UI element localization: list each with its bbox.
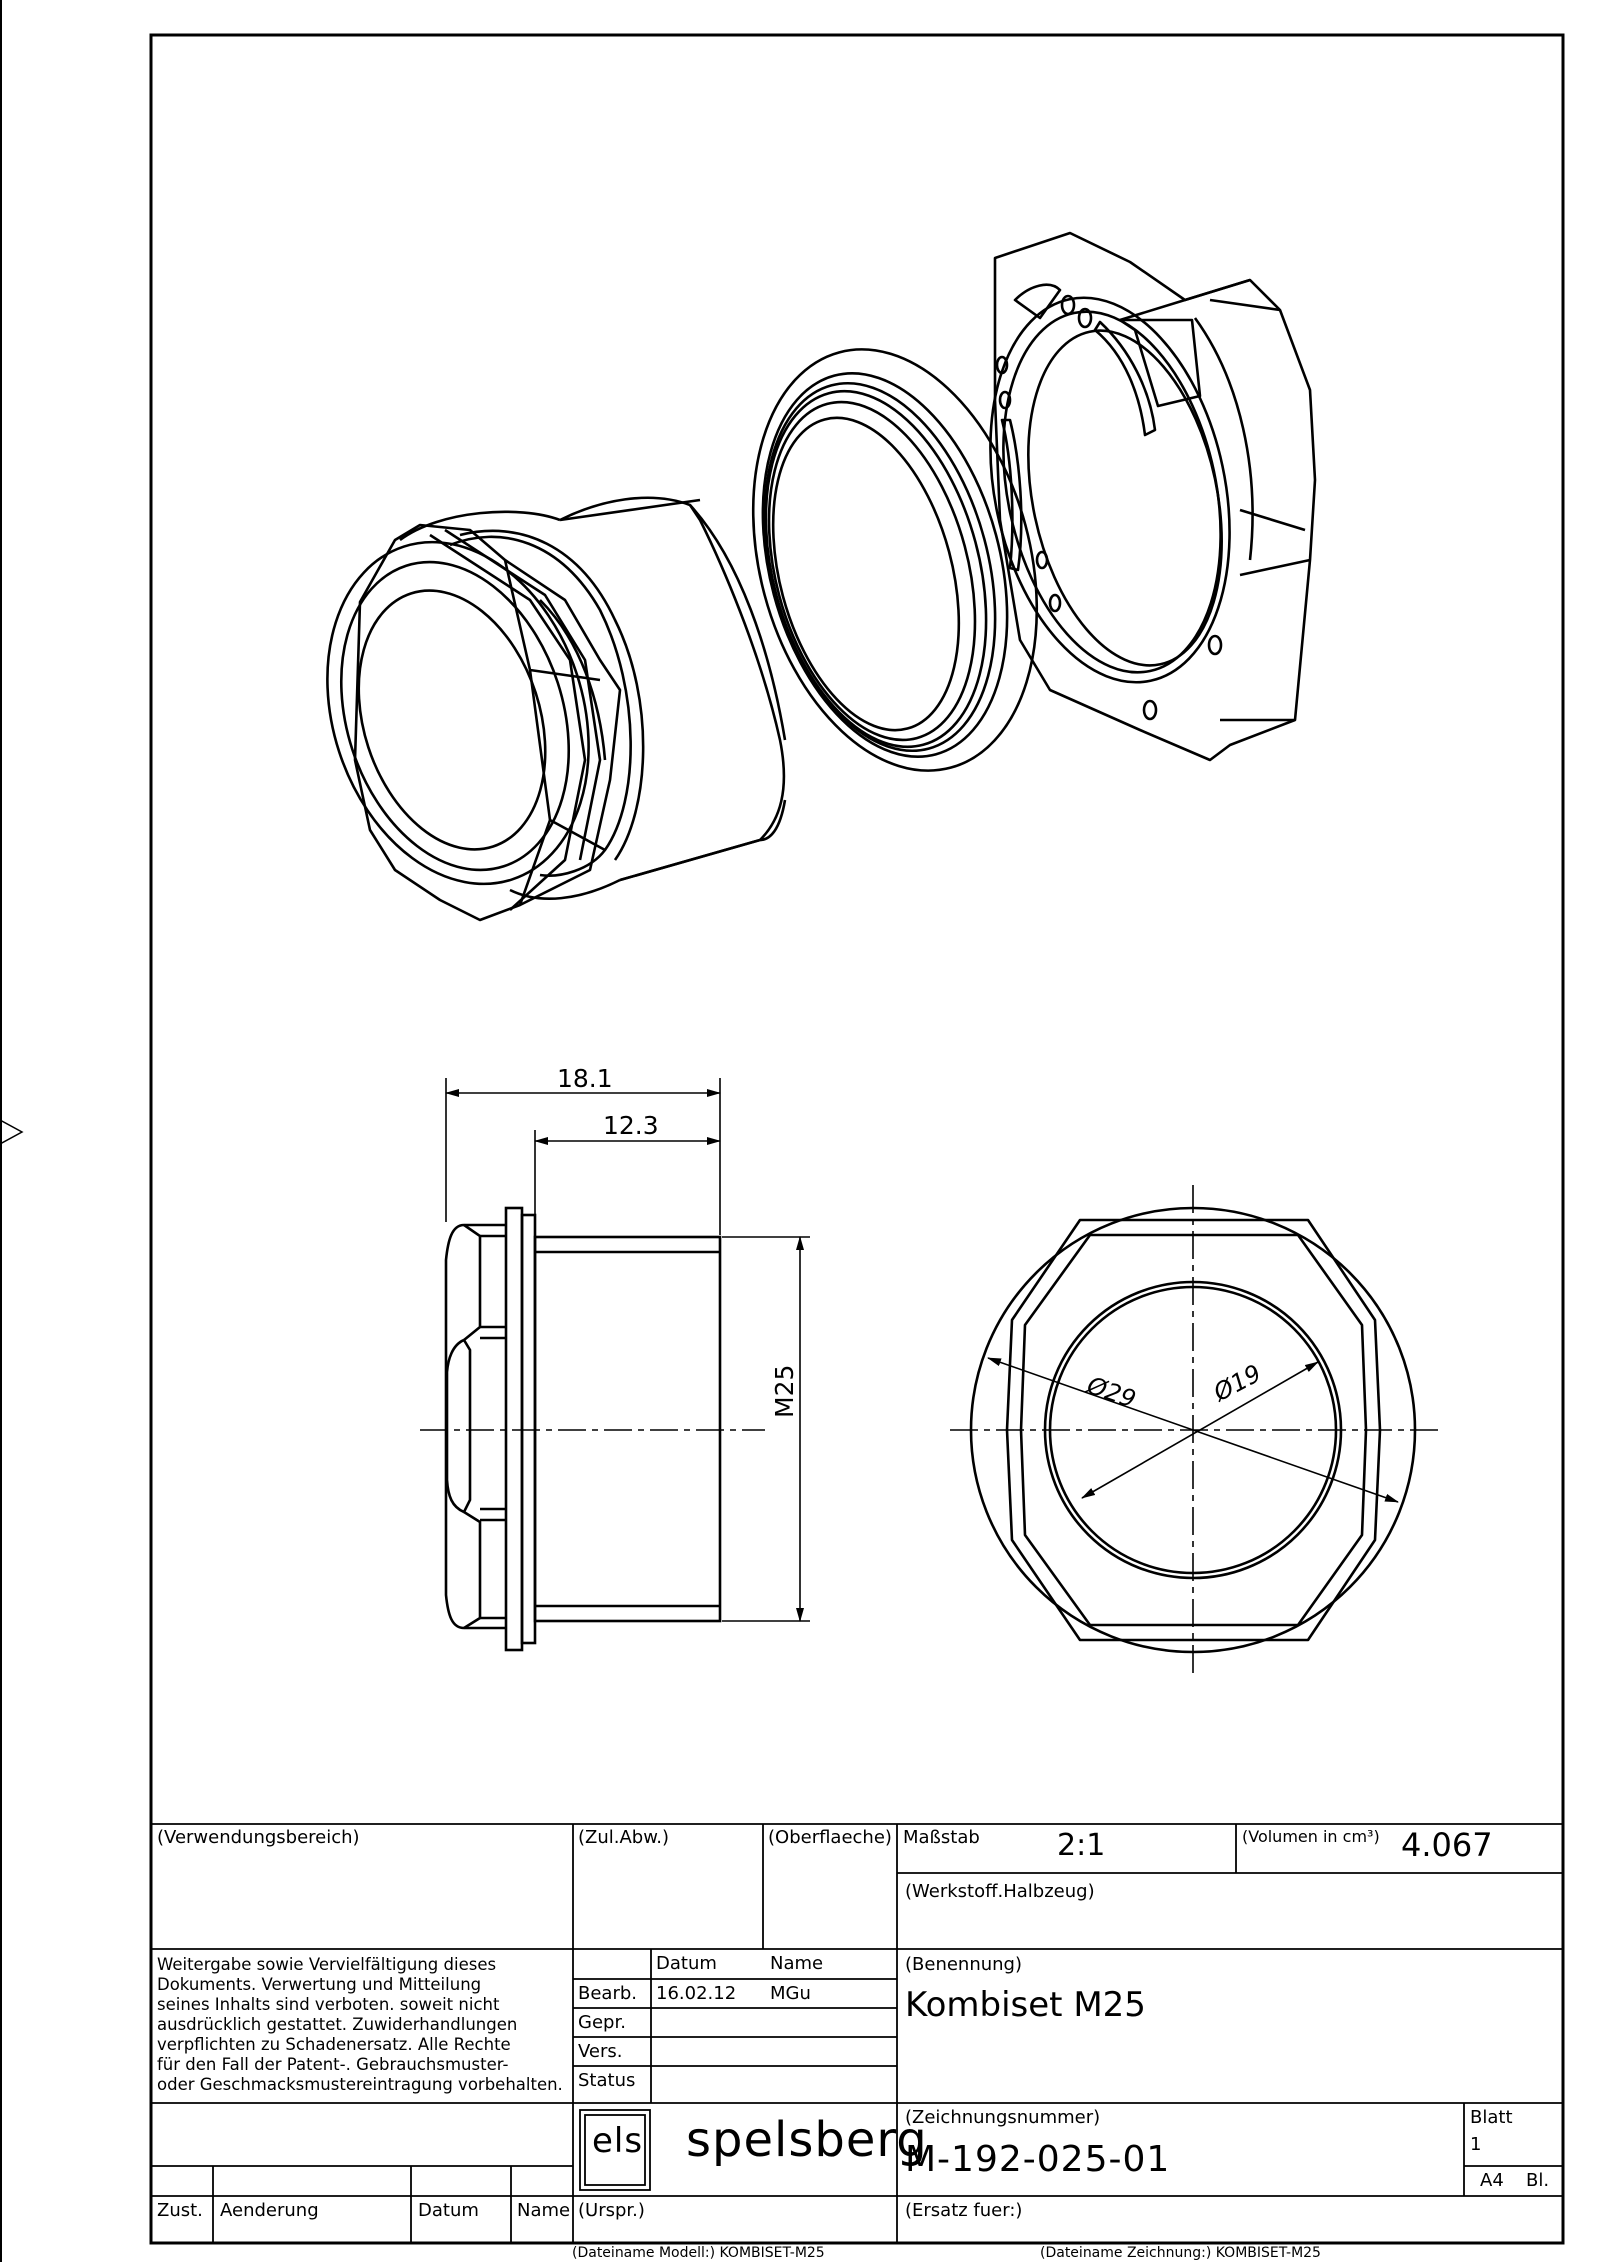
field-massstab-label: Maßstab bbox=[903, 1827, 980, 1848]
field-zeichnungsnummer-value: M-192-025-01 bbox=[905, 2139, 1171, 2180]
drawing-filename: (Dateiname Zeichnung:) KOMBISET-M25 bbox=[1040, 2245, 1321, 2261]
drawing-frame bbox=[151, 35, 1563, 2243]
iso-lock-nut bbox=[957, 233, 1315, 760]
col-header-name: Name bbox=[770, 1953, 824, 1974]
field-oberflaeche: (Oberflaeche) bbox=[768, 1827, 892, 1848]
bearb-datum: 16.02.12 bbox=[656, 1983, 737, 2004]
side-view bbox=[446, 1208, 720, 1650]
row-label-status: Status bbox=[578, 2070, 636, 2091]
logo-brand-text: spelsberg bbox=[686, 2112, 928, 2168]
iso-gland-body bbox=[285, 498, 785, 920]
field-format: A4 bbox=[1480, 2170, 1504, 2191]
side-dimensions bbox=[446, 1078, 810, 1621]
field-blatt-value: 1 bbox=[1470, 2134, 1482, 2155]
dim-inner-diameter: Ø19 bbox=[1209, 1359, 1266, 1407]
field-zul-abw: (Zul.Abw.) bbox=[578, 1827, 670, 1848]
col-zust: Zust. bbox=[157, 2200, 203, 2221]
col-datum-bottom: Datum bbox=[418, 2200, 479, 2221]
field-bl: Bl. bbox=[1526, 2170, 1550, 2191]
field-verwendungsbereich: (Verwendungsbereich) bbox=[157, 1827, 360, 1848]
field-zeichnungsnummer-label: (Zeichnungsnummer) bbox=[905, 2107, 1101, 2128]
col-name-bottom: Name bbox=[517, 2200, 571, 2221]
bearb-name: MGu bbox=[770, 1983, 811, 2004]
copyright-notice: Weitergabe sowie Vervielfältigung dieses Dokuments. Verwertung und Mitteilung seines Inhalts sind verboten. soweit nicht ausdrücklich gestattet. Zuwiderhandlungen verpflichten zu Schadenersatz. Alle Rechte für den Fall der Patent-. Gebrauchsmuster- oder Geschmacksmustereintragung vorbehalten. bbox=[157, 1955, 563, 2094]
row-label-gepr: Gepr. bbox=[578, 2012, 626, 2033]
field-werkstoff: (Werkstoff.Halbzeug) bbox=[905, 1881, 1095, 1902]
row-label-vers: Vers. bbox=[578, 2041, 623, 2062]
row-label-bearb: Bearb. bbox=[578, 1983, 638, 2004]
dim-body-length: 12.3 bbox=[603, 1111, 659, 1140]
dim-overall-length: 18.1 bbox=[557, 1064, 613, 1093]
col-header-datum: Datum bbox=[656, 1953, 717, 1974]
field-benennung-label: (Benennung) bbox=[905, 1954, 1023, 1975]
field-massstab-value: 2:1 bbox=[1057, 1828, 1106, 1863]
field-volumen-value: 4.067 bbox=[1401, 1826, 1493, 1864]
field-urspr: (Urspr.) bbox=[578, 2200, 645, 2221]
centering-mark bbox=[0, 1120, 22, 1144]
field-benennung-value: Kombiset M25 bbox=[905, 1985, 1146, 2025]
col-aenderung: Aenderung bbox=[220, 2200, 319, 2221]
field-volumen-label: (Volumen in cm³) bbox=[1242, 1827, 1380, 1846]
dim-outer-diameter: Ø29 bbox=[1083, 1371, 1140, 1414]
logo-els-text: els bbox=[592, 2121, 644, 2161]
field-ersatz: (Ersatz fuer:) bbox=[905, 2200, 1023, 2221]
field-blatt-label: Blatt bbox=[1470, 2107, 1513, 2128]
dim-thread: M25 bbox=[770, 1364, 799, 1418]
model-filename: (Dateiname Modell:) KOMBISET-M25 bbox=[572, 2245, 825, 2261]
